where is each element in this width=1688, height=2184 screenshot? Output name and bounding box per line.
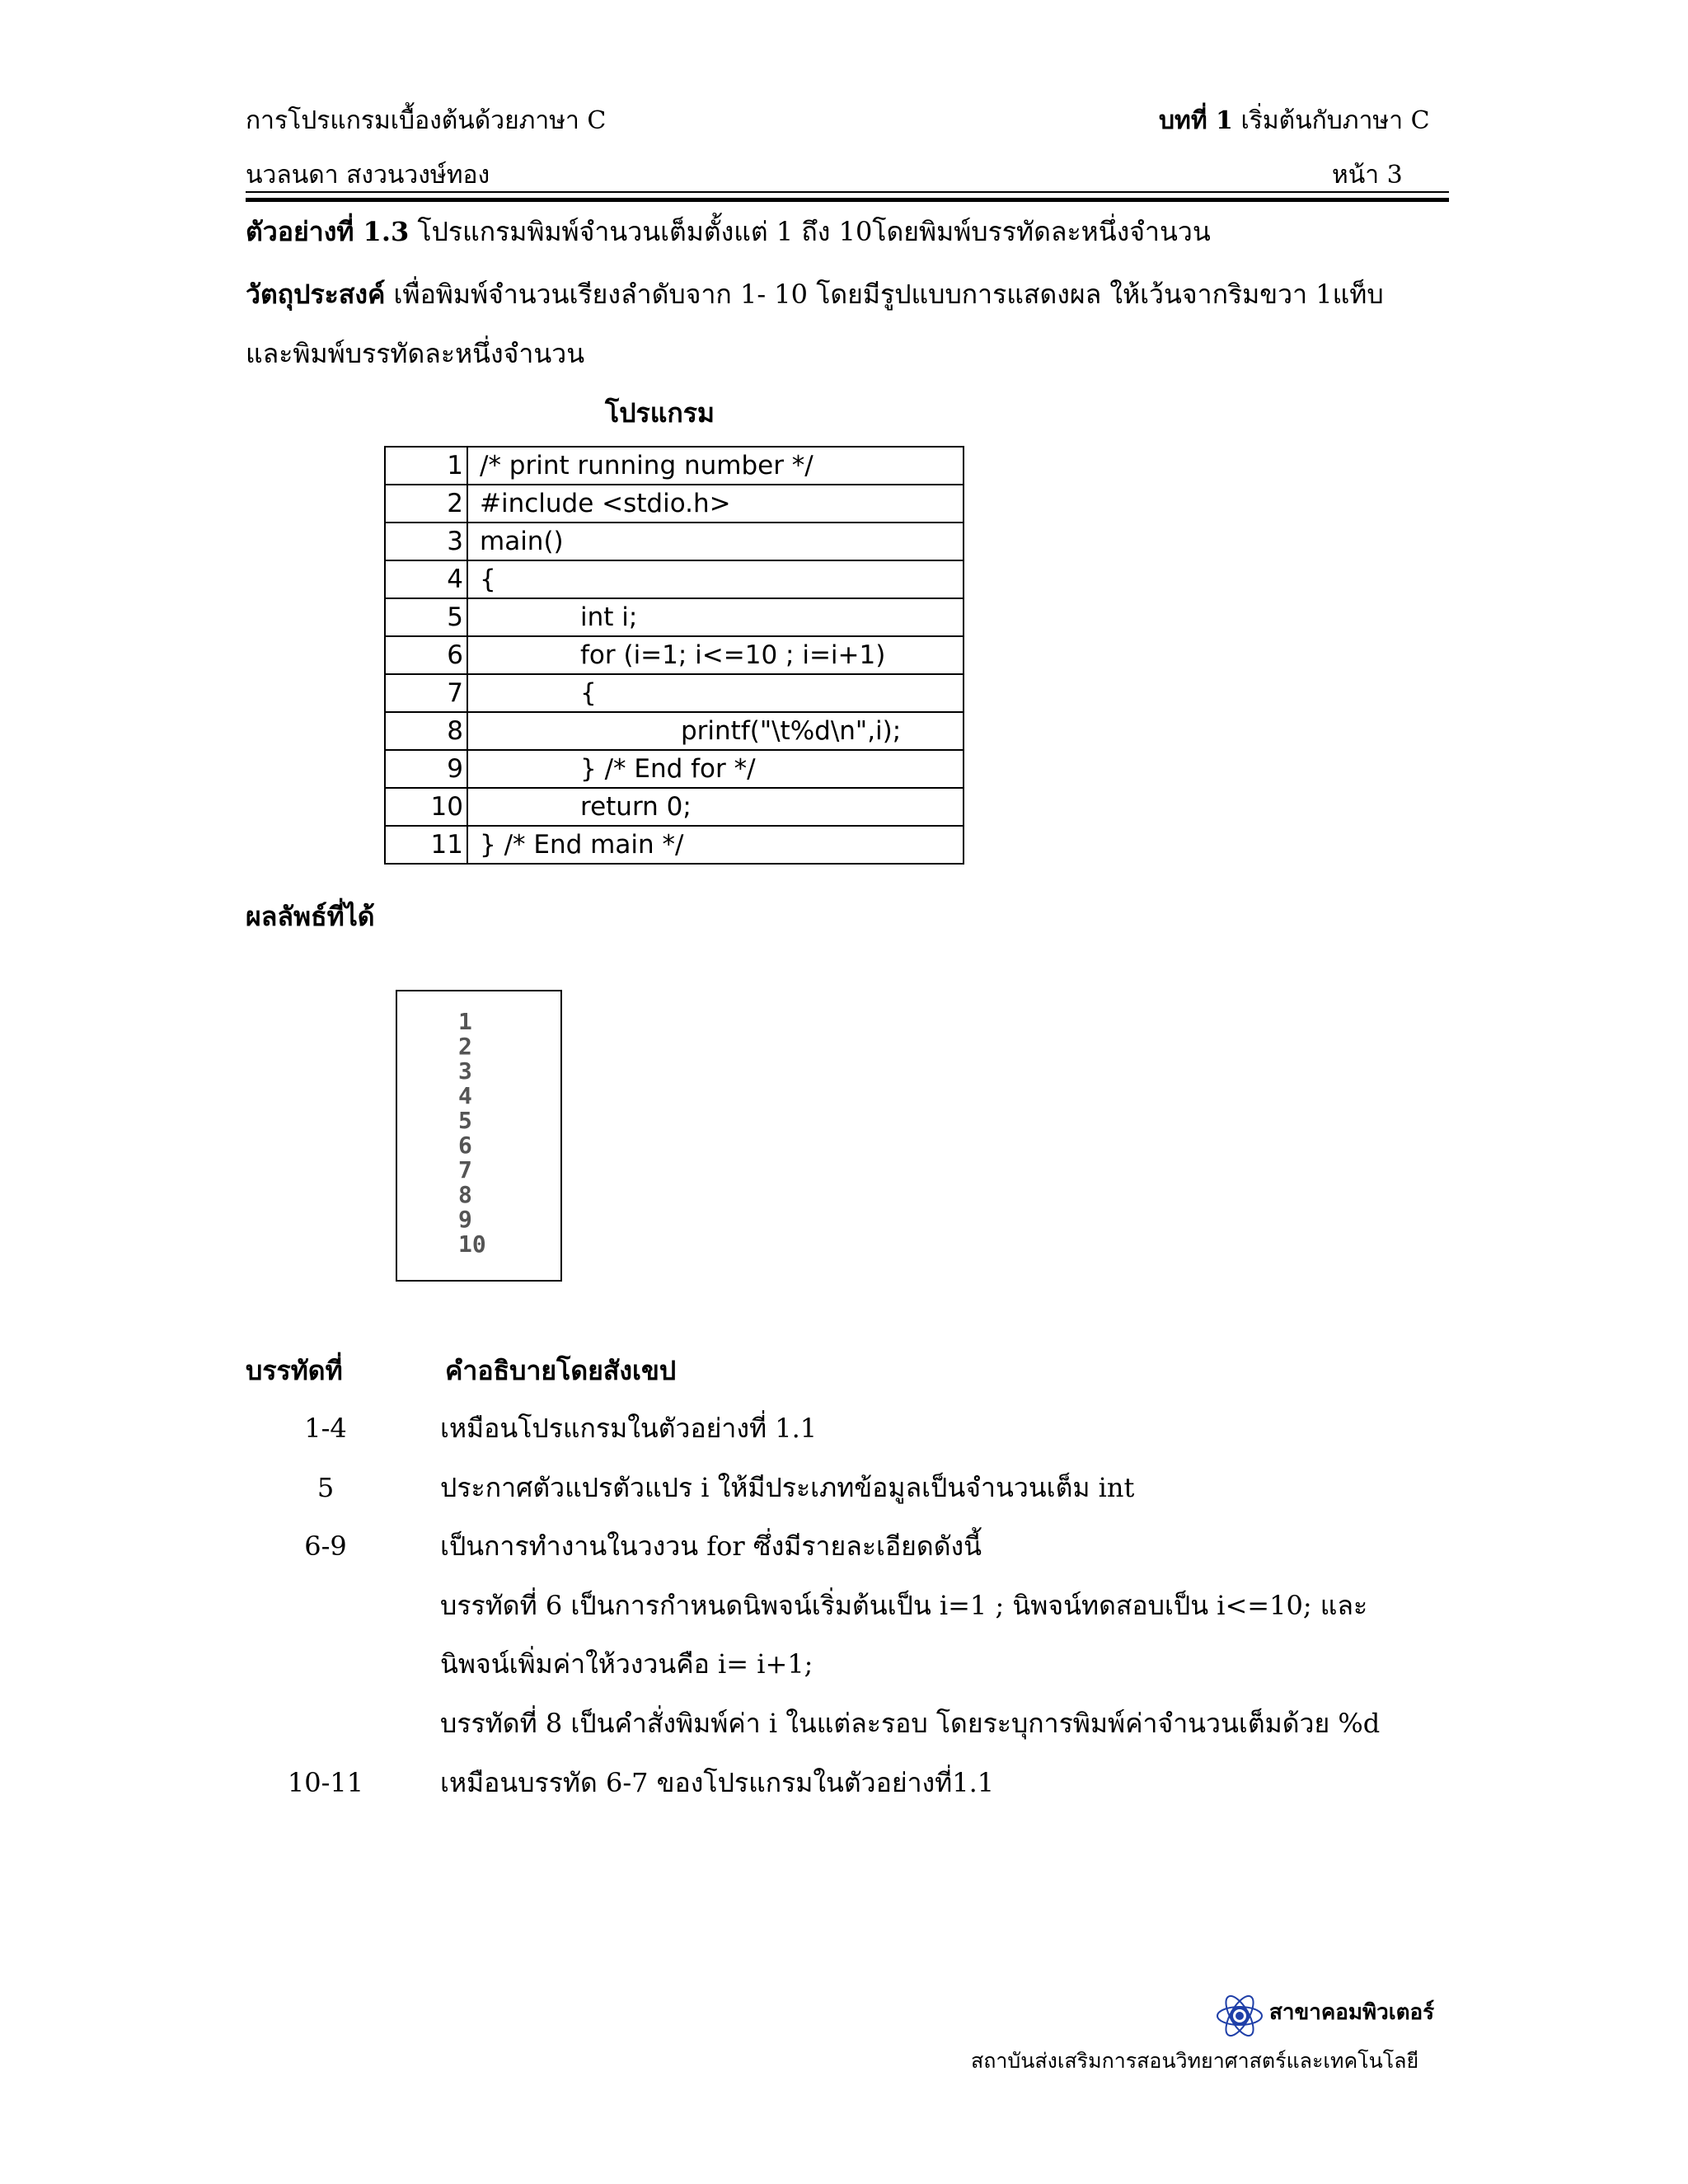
example-description: โปรแกรมพิมพ์จำนวนเต็มตั้งแต่ 1 ถึง 10โดยพิมพ์บรรทัดละหนึ่งจำนวน bbox=[417, 216, 1211, 247]
code-text: int i; bbox=[580, 602, 638, 632]
code-line-number: 11 bbox=[385, 826, 467, 864]
output-line: 4 bbox=[458, 1082, 472, 1109]
code-row bbox=[385, 788, 964, 826]
explanation-text: เหมือนโปรแกรมในตัวอย่างที่ 1.1 bbox=[440, 1413, 818, 1444]
page-number: หน้า 3 bbox=[1332, 161, 1403, 190]
explanation-text: นิพจน์เพิ่มค่าให้วงวนคือ i= i+1; bbox=[440, 1648, 814, 1680]
code-line-text bbox=[467, 674, 964, 712]
code-line-number: 7 bbox=[385, 674, 467, 712]
code-text: for (i=1; i<=10 ; i=i+1) bbox=[580, 640, 886, 670]
footer-department: สาขาคอมพิวเตอร์ bbox=[1269, 2000, 1435, 2025]
code-text: { bbox=[580, 678, 597, 708]
code-line-number: 10 bbox=[385, 788, 467, 826]
code-text: } /* End main */ bbox=[480, 830, 684, 860]
example-label: ตัวอย่างที่ 1.3 bbox=[246, 216, 410, 247]
code-text: /* print running number */ bbox=[480, 451, 814, 480]
code-line-text bbox=[467, 826, 964, 864]
code-row bbox=[385, 636, 964, 674]
code-line-number: 3 bbox=[385, 523, 467, 560]
code-line-text bbox=[467, 598, 964, 636]
output-line: 2 bbox=[458, 1033, 472, 1060]
objective bbox=[246, 276, 1384, 312]
code-line-number: 9 bbox=[385, 750, 467, 788]
code-line-number: 6 bbox=[385, 636, 467, 674]
code-line-text bbox=[467, 636, 964, 674]
code-text: main() bbox=[480, 527, 564, 556]
code-text: } /* End for */ bbox=[580, 754, 756, 784]
code-row bbox=[385, 674, 964, 712]
header-rule-thick bbox=[246, 198, 1449, 202]
chapter-label bbox=[1159, 105, 1430, 138]
output-line: 9 bbox=[458, 1206, 472, 1233]
explanation-text: บรรทัดที่ 8 เป็นคำสั่งพิมพ์ค่า i ในแต่ละรอบ โดยระบุการพิมพ์ค่าจำนวนเต็มด้วย %d bbox=[440, 1708, 1381, 1739]
output-line: 7 bbox=[458, 1156, 472, 1183]
code-line-number: 4 bbox=[385, 560, 467, 598]
explanation-text: บรรทัดที่ 6 เป็นการกำหนดนิพจน์เริ่มต้นเป็น i=1 ; นิพจน์ทดสอบเป็น i<=10; และ bbox=[440, 1590, 1368, 1621]
console-output bbox=[396, 990, 562, 1282]
code-row bbox=[385, 712, 964, 750]
code-line-text bbox=[467, 712, 964, 750]
program-heading: โปรแกรม bbox=[605, 397, 715, 429]
code-line-text bbox=[467, 788, 964, 826]
code-line-text bbox=[467, 523, 964, 560]
code-row bbox=[385, 447, 964, 485]
header-rule-thin bbox=[246, 191, 1449, 193]
output-line: 1 bbox=[458, 1008, 472, 1035]
code-text: { bbox=[480, 565, 496, 594]
objective-text: เพื่อพิมพ์จำนวนเรียงลำดับจาก 1- 10 โดยมีรูปแบบการแสดงผล ให้เว้นจากริมขวา 1แท็บ bbox=[393, 279, 1384, 310]
code-row bbox=[385, 598, 964, 636]
output-line: 5 bbox=[458, 1107, 472, 1134]
explanation-line-ref: 6-9 bbox=[304, 1530, 347, 1562]
explanation-line-ref: 10-11 bbox=[287, 1767, 364, 1798]
code-listing bbox=[384, 446, 964, 865]
example-title bbox=[246, 213, 1211, 250]
code-line-number: 1 bbox=[385, 447, 467, 485]
document-title: การโปรแกรมเบื้องต้นด้วยภาษา C bbox=[246, 106, 607, 135]
ipst-logo-icon bbox=[1215, 1993, 1264, 2039]
code-text: return 0; bbox=[580, 792, 692, 822]
explanation-text: ประกาศตัวแปรตัวแปร i ให้มีประเภทข้อมูลเป็นจำนวนเต็ม int bbox=[440, 1472, 1135, 1503]
code-row bbox=[385, 485, 964, 523]
chapter-number: บทที่ 1 bbox=[1159, 106, 1233, 135]
footer-institute: สถาบันส่งเสริมการสอนวิทยาศาสตร์และเทคโนโลยี bbox=[971, 2049, 1419, 2073]
objective-continued: และพิมพ์บรรทัดละหนึ่งจำนวน bbox=[246, 338, 585, 369]
code-row bbox=[385, 750, 964, 788]
code-line-number: 5 bbox=[385, 598, 467, 636]
code-line-text bbox=[467, 485, 964, 523]
code-line-number: 2 bbox=[385, 485, 467, 523]
code-row bbox=[385, 560, 964, 598]
explanation-header-desc: คำอธิบายโดยสังเขป bbox=[445, 1355, 677, 1386]
code-line-text bbox=[467, 447, 964, 485]
explanation-header-line: บรรทัดที่ bbox=[246, 1355, 343, 1386]
result-heading: ผลลัพธ์ที่ได้ bbox=[246, 901, 375, 932]
explanation-text: เป็นการทำงานในวงวน for ซึ่งมีรายละเอียดดังนี้ bbox=[440, 1530, 982, 1562]
code-line-number: 8 bbox=[385, 712, 467, 750]
code-text: #include <stdio.h> bbox=[480, 489, 731, 518]
output-line: 6 bbox=[458, 1132, 472, 1159]
code-row bbox=[385, 523, 964, 560]
explanation-text: เหมือนบรรทัด 6-7 ของโปรแกรมในตัวอย่างที่1.1 bbox=[440, 1767, 995, 1798]
chapter-title: เริ่มต้นกับภาษา C bbox=[1240, 106, 1430, 135]
explanation-line-ref: 5 bbox=[316, 1472, 335, 1503]
objective-label: วัตถุประสงค์ bbox=[246, 279, 386, 310]
code-line-text bbox=[467, 560, 964, 598]
code-text: printf("\t%d\n",i); bbox=[681, 716, 902, 746]
output-lines bbox=[458, 1010, 486, 1257]
author-name: นวลนดา สงวนวงษ์ทอง bbox=[246, 161, 490, 190]
output-line: 8 bbox=[458, 1181, 472, 1208]
explanation-line-ref: 1-4 bbox=[304, 1413, 347, 1444]
output-line: 10 bbox=[458, 1230, 486, 1258]
code-line-text bbox=[467, 750, 964, 788]
output-line: 3 bbox=[458, 1057, 472, 1085]
code-row bbox=[385, 826, 964, 864]
